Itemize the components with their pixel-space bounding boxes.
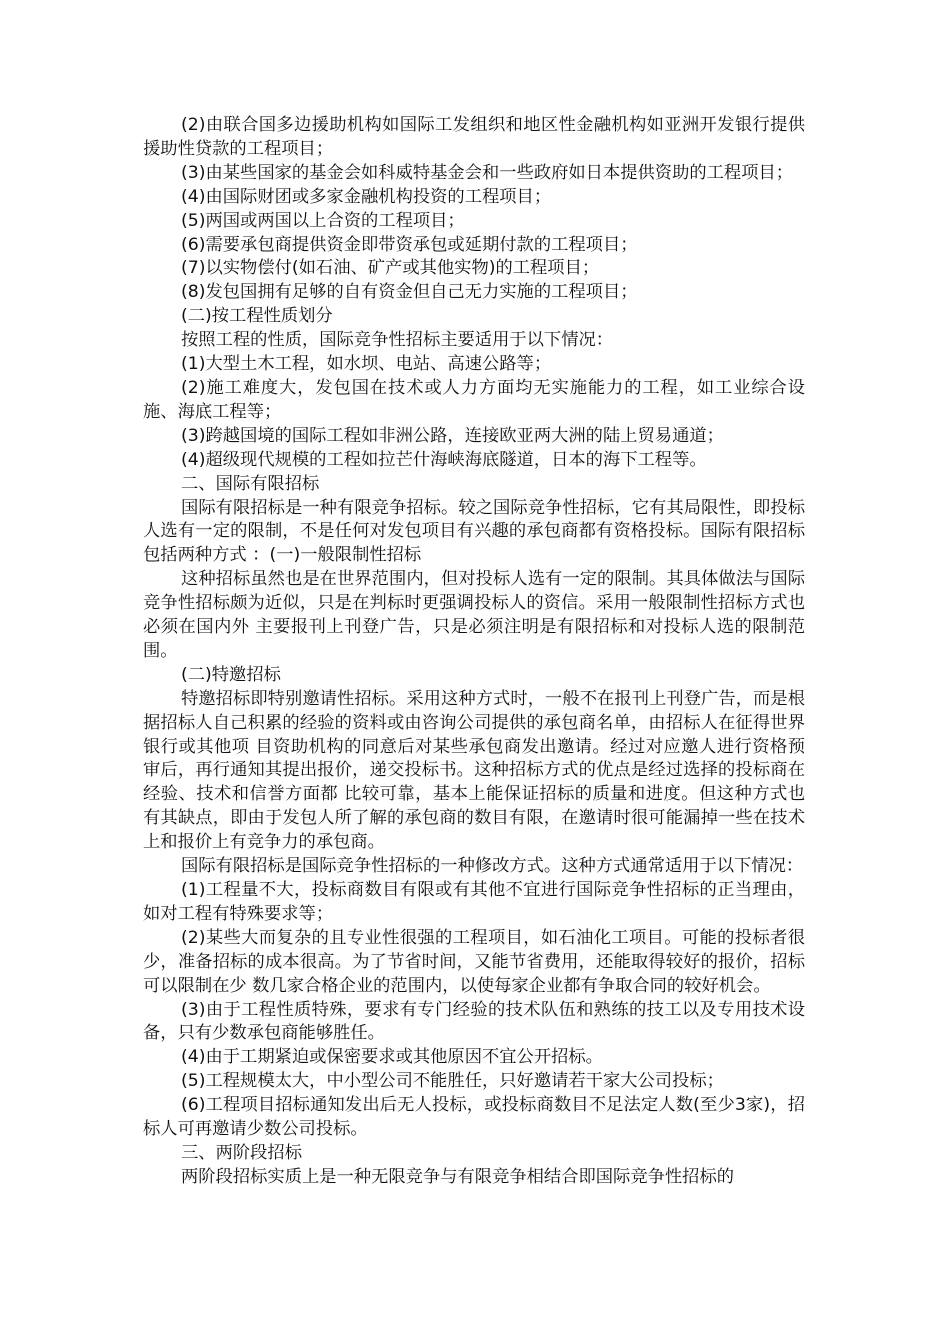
paragraph: 两阶段招标实质上是一种无限竞争与有限竞争相结合即国际竞争性招标的: [181, 1166, 735, 1187]
list-item-7: (7)以实物偿付(如石油、矿产或其他实物)的工程项目；: [181, 258, 600, 279]
list-item-1: (1)工程量不大，投标商数目有限或有其他不宜进行国际竞争性招标的正当理由，如对工程有特殊要求等；: [143, 880, 805, 924]
list-item-6: (6)需要承包商提供资金即带资承包或延期付款的工程项目；: [181, 234, 638, 255]
paragraph: 特邀招标即特别邀请性招标。采用这种方式时，一般不在报刊上刊登广告，而是根据招标人自己积累的经验的资料或由咨询公司提供的承包商名单，由招标人在征得世界银行或其他项 目资助机构的同意后对某些承包商发出邀请。经过对应邀人进行资格预审后，再行通知其提出报价，递交投标书。这种招标方式的优点是经过选择的投标商在经验、技术和信誉方面都 比较可靠，基本上能保证招标的质量和进度。但这种方式也有其缺点，即由于发包人所了解的承包商的数目有限，在邀请时很可能漏掉一些在技术上和报价上有竞争力的承包商。: [143, 688, 805, 853]
list-item-1: (1)大型土木工程，如水坝、电站、高速公路等；: [181, 354, 552, 375]
list-item-3: (3)由某些国家的基金会如科威特基金会和一些政府如日本提供资助的工程项目；: [181, 162, 794, 183]
list-item-3: (3)由于工程性质特殊，要求有专门经验的技术队伍和熟练的技工以及专用技术设备，只有少数承包商能够胜任。: [143, 999, 805, 1044]
list-item-4: (4)由国际财团或多家金融机构投资的工程项目；: [181, 186, 552, 207]
paragraph: 按照工程的性质，国际竞争性招标主要适用于以下情况：: [181, 330, 614, 351]
paragraph: 国际有限招标是一种有限竞争招标。较之国际竞争性招标，它有其局限性，即投标人选有一定的限制，不是任何对发包项目有兴趣的承包商都有资格投标。国际有限招标包括两种方式 ：(一)一般限制性招标: [143, 497, 805, 566]
list-item-4: (4)由于工期紧迫或保密要求或其他原因不宜公开招标。: [181, 1047, 603, 1068]
list-item-4: (4)超级现代规模的工程如拉芒什海峡海底隧道，日本的海下工程等。: [181, 449, 707, 470]
subheading-special-invitation: (二)特邀招标: [181, 664, 281, 685]
section-heading-two-stage: 三、两阶段招标: [181, 1142, 302, 1163]
list-item-5: (5)工程规模太大，中小型公司不能胜任，只好邀请若干家大公司投标；: [181, 1071, 724, 1092]
list-item-8: (8)发包国拥有足够的自有资金但自己无力实施的工程项目；: [181, 282, 638, 303]
list-item-2: (2)某些大而复杂的且专业性很强的工程项目，如石油化工项目。可能的投标者很少，准备招标的成本很高。为了节省时间，又能节省费用，还能取得较好的报价，招标可以限制在少 数几家合格企业的范围内，以使每家企业都有争取合同的较好机会。: [143, 927, 805, 996]
paragraph: 国际有限招标是国际竞争性招标的一种修改方式。这种方式通常适用于以下情况：: [181, 856, 804, 877]
list-item-2: (2)由联合国多边援助机构如国际工发组织和地区性金融机构如亚洲开发银行提供援助性贷款的工程项目；: [143, 115, 805, 159]
section-heading-limited-tender: 二、国际有限招标: [181, 473, 320, 494]
list-item-3: (3)跨越国境的国际工程如非洲公路，连接欧亚两大洲的陆上贸易通道；: [181, 425, 724, 446]
document-body: [143, 114, 805, 1190]
subheading-by-nature: (二)按工程性质划分: [181, 306, 333, 327]
list-item-6: (6)工程项目招标通知发出后无人投标，或投标商数目不足法定人数(至少3家)，招标人可再邀请少数公司投标。: [143, 1095, 805, 1140]
list-item-2: (2)施工难度大，发包国在技术或人力方面均无实施能力的工程，如工业综合设施、海底工程等；: [143, 377, 805, 422]
list-item-5: (5)两国或两国以上合资的工程项目；: [181, 210, 465, 231]
paragraph: 这种招标虽然也是在世界范围内，但对投标人选有一定的限制。其具体做法与国际竞争性招标颇为近似，只是在判标时更强调投标人的资信。采用一般限制性招标方式也必须在国内外 主要报刊上刊登广告，只是必须注明是有限招标和对投标人选的限制范围。: [143, 569, 805, 661]
